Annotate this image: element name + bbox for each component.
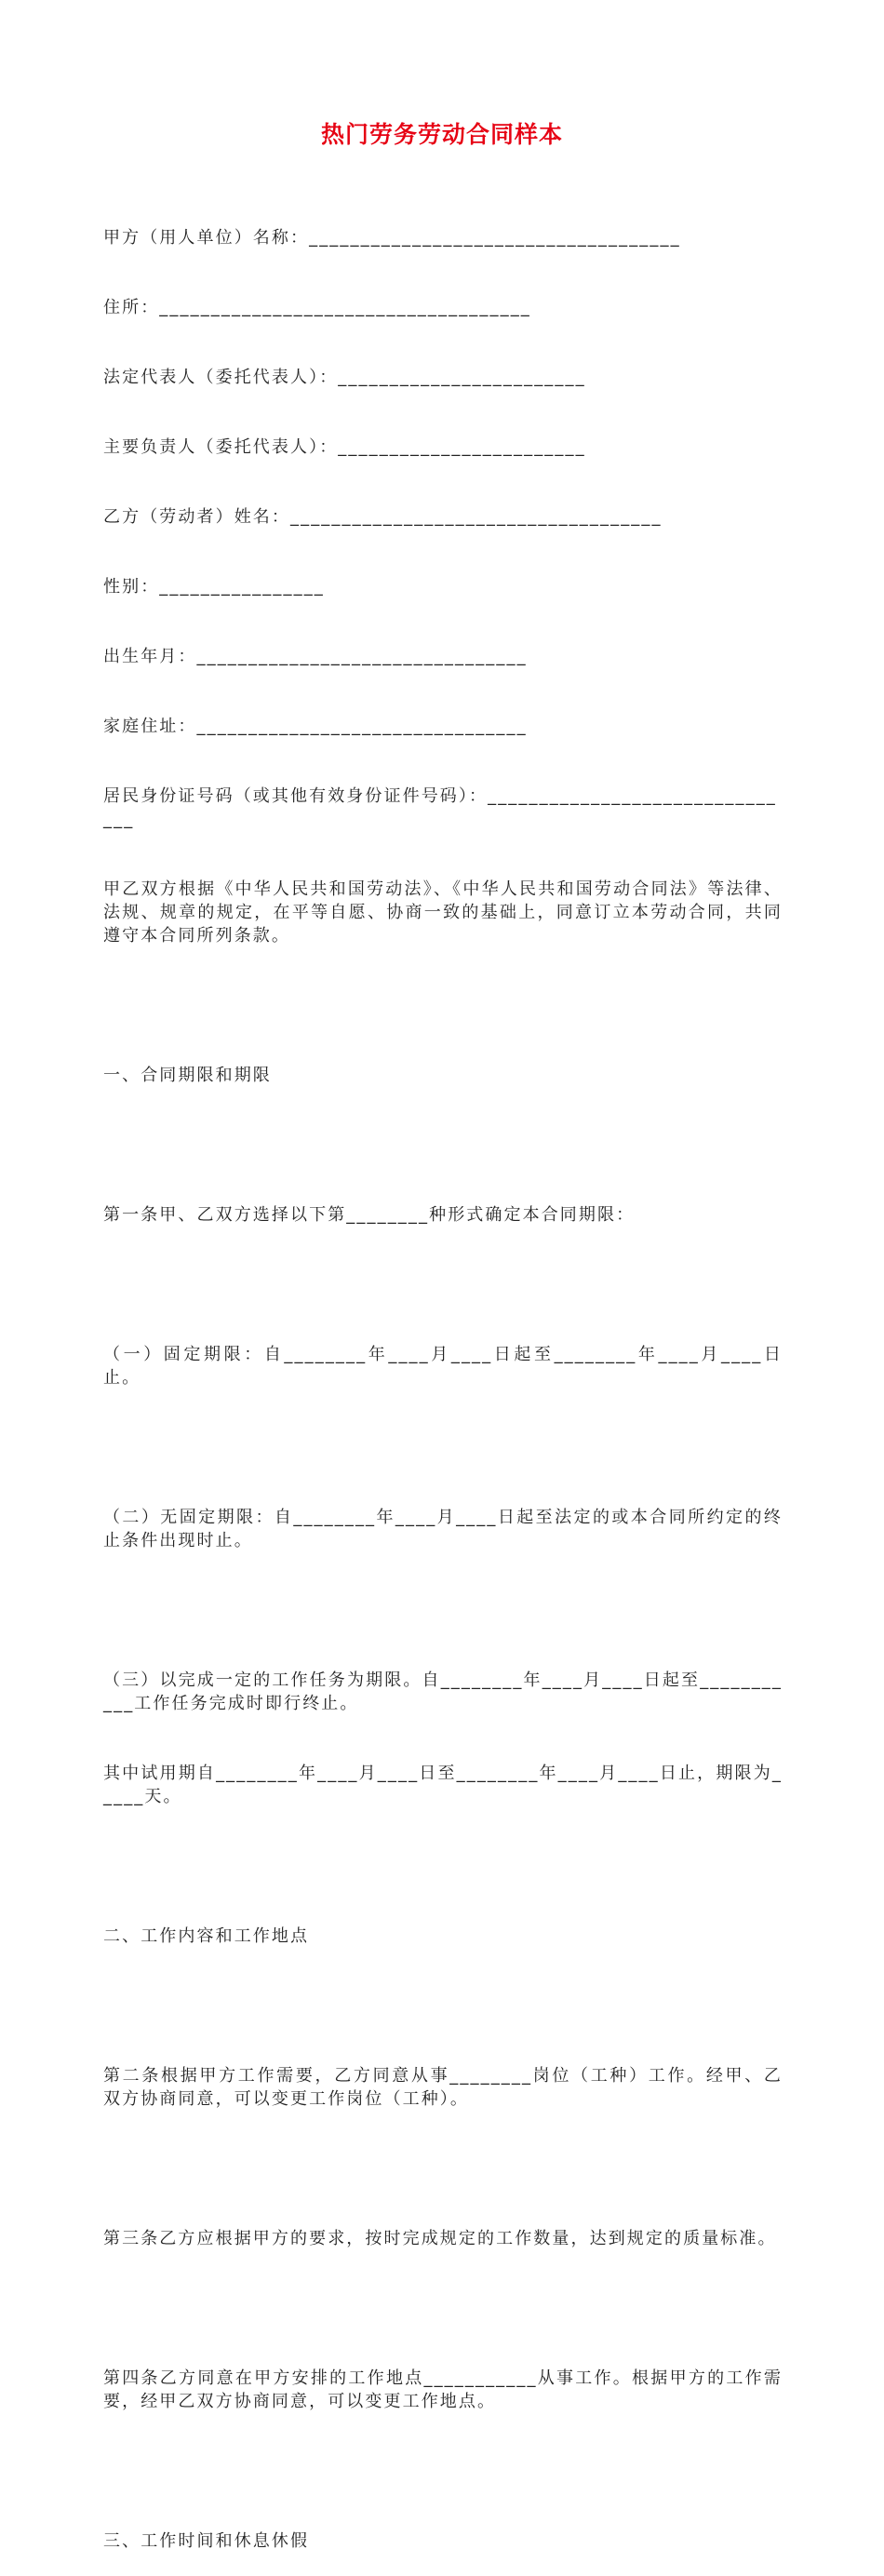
field-id-number: 居民身份证号码（或其他有效身份证件号码）：_______________________________ — [103, 786, 777, 829]
field-legal-representative: 法定代表人（委托代表人）：________________________ — [103, 368, 586, 387]
field-home-address: 家庭住址：________________________________ — [103, 717, 528, 736]
field-employer-name: 甲方（用人单位）名称：____________________________________ — [103, 228, 681, 248]
spacer — [103, 1855, 783, 1878]
spacer — [103, 1599, 783, 1622]
intro-paragraph: 甲乙双方根据《中华人民共和国劳动法》、《中华人民共和国劳动合同法》等法律、法规、规章的规定，在平等自愿、协商一致的基础上，同意订立本劳动合同，共同遵守本合同所列条款。 — [103, 879, 783, 946]
document-title: 热门劳务劳动合同样本 — [320, 121, 563, 148]
field-principal-person: 主要负责人（委托代表人）：________________________ — [103, 437, 586, 457]
spacer — [103, 994, 783, 1017]
spacer — [103, 1436, 783, 1459]
section-heading-work: 二、工作内容和工作地点 — [103, 1926, 310, 1946]
spacer — [103, 2297, 783, 2320]
article-2: 第二条根据甲方工作需要，乙方同意从事________岗位（工种）工作。经甲、乙双方协商同意，可以变更工作岗位（工种）。 — [103, 2066, 783, 2109]
article-1: 第一条甲、乙双方选择以下第________种形式确定本合同期限： — [103, 1205, 636, 1225]
option-open-term: （二）无固定期限：自________年____月____日起至法定的或本合同所约定的终止条件出现时止。 — [103, 1508, 783, 1550]
spacer — [103, 2157, 783, 2180]
spacer — [103, 1994, 783, 2018]
field-birth-date: 出生年月：________________________________ — [103, 647, 528, 666]
section-heading-hours: 三、工作时间和休息休假 — [103, 2531, 310, 2551]
spacer — [103, 1134, 783, 1157]
section-heading-term: 一、合同期限和期限 — [103, 1066, 272, 1085]
spacer — [103, 1273, 783, 1296]
contract-body — [103, 180, 783, 2576]
option-fixed-term: （一）固定期限：自________年____月____日起至________年____月____日止。 — [103, 1345, 783, 1388]
probation-clause: 其中试用期自________年____月____日至________年____月____日止，期限为_____天。 — [103, 1764, 783, 1806]
field-gender: 性别：________________ — [103, 577, 325, 597]
spacer — [103, 2460, 783, 2483]
field-employer-address: 住所：____________________________________ — [103, 298, 531, 317]
option-task-term: （三）以完成一定的工作任务为期限。自________年____月____日起至___________工作任务完成时即行终止。 — [103, 1670, 783, 1713]
article-3: 第三条乙方应根据甲方的要求，按时完成规定的工作数量，达到规定的质量标准。 — [103, 2229, 777, 2248]
field-employee-name: 乙方（劳动者）姓名：____________________________________ — [103, 507, 663, 527]
article-4: 第四条乙方同意在甲方安排的工作地点___________从事工作。根据甲方的工作需要，经甲乙双方协商同意，可以变更工作地点。 — [103, 2368, 783, 2411]
